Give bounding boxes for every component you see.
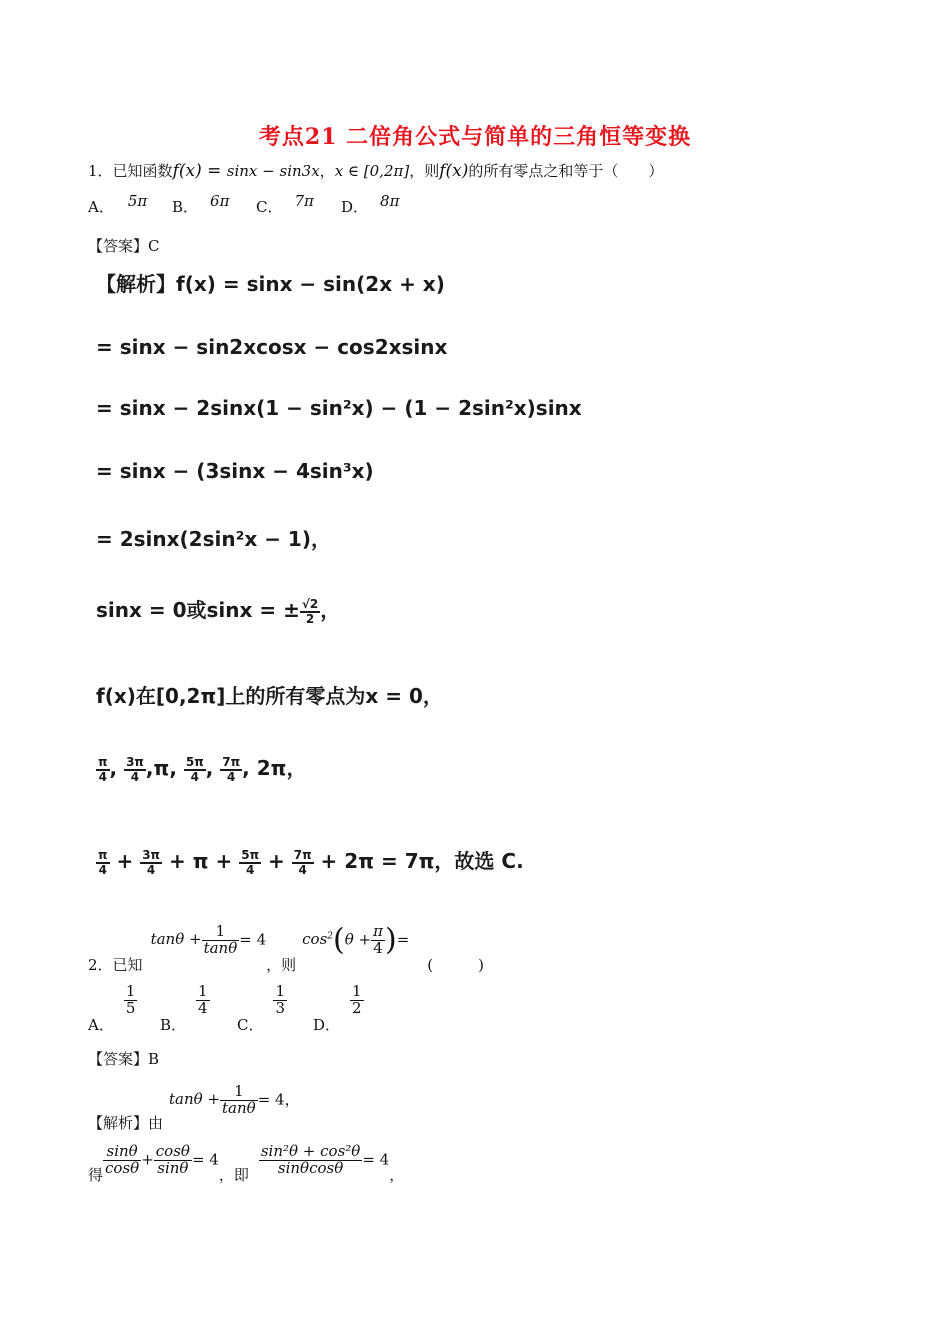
- option-value: 5π: [127, 192, 148, 210]
- solution-step-4: = sinx − (3sinx − 4sin³x): [96, 459, 374, 483]
- fraction-5pi-4: $\frac{5\pi}{4}$: [241, 847, 260, 877]
- fraction-1-over-tan: $\frac{1}{\tan\theta}$: [203, 922, 238, 957]
- step-text: f(x) = sinx − sin(2x + x): [176, 272, 445, 296]
- solution-step-5: = 2sinx(2sin²x − 1)，: [96, 527, 331, 551]
- plus-sign: +: [141, 1150, 154, 1169]
- fraction-3pi-4: $\frac{3\pi}{4}$: [142, 847, 161, 877]
- stem-text: 已知函数: [112, 162, 173, 180]
- answer-label: 【答案】: [88, 237, 149, 255]
- answer-label: 【答案】: [88, 1050, 149, 1068]
- tan-theta-expr: tanθ +: [150, 930, 202, 949]
- fraction-1-over-tan: $\frac{1}{\tan\theta}$: [222, 1082, 256, 1117]
- option-b: [172, 192, 230, 217]
- answer-blank: ( ): [427, 956, 484, 975]
- option-value: 7π: [294, 192, 314, 210]
- option-c: [256, 192, 314, 217]
- answer-line: [88, 1048, 159, 1069]
- fraction-sqrt2-over-2: $\frac{√2}{2}$: [301, 596, 319, 626]
- option-letter: A．: [88, 198, 114, 216]
- stem-text: 的所有零点之和等于（ ）: [468, 162, 664, 180]
- solution-step-3: = sinx − 2sinx(1 − sin²x) − (1 − 2sin²x)sinx: [96, 396, 582, 420]
- solution-step-9: $\frac{\pi}{4}$ + $\frac{3\pi}{4}$ + π + $\frac{5\pi}{4}$ + $\frac{7\pi}{4}$ + 2π = 7π，故选 C.: [98, 847, 524, 877]
- option-b: [160, 982, 210, 1035]
- solution-line-1: [88, 1082, 300, 1133]
- function-name: f(x): [439, 161, 469, 181]
- solution-step-1: [96, 268, 445, 297]
- option-a: [88, 982, 137, 1035]
- page-title: 考点21 二倍角公式与简单的三角恒等变换: [258, 124, 692, 150]
- question-2-stem: 2．已知tanθ + $\frac{1}{\tan\theta}$ = 4，则$\cos^2(\theta$ + $\frac{\pi}{4}$ )=( ): [88, 922, 484, 975]
- fraction-7pi-4: $\frac{7\pi}{4}$: [222, 754, 241, 784]
- fraction-7pi-4: $\frac{7\pi}{4}$: [293, 847, 312, 877]
- answer-value: B: [148, 1050, 160, 1068]
- option-value: $\frac{1}{4}$: [198, 982, 208, 1017]
- tan-theta-expr: tanθ +: [169, 1090, 221, 1109]
- equals-sign: =: [201, 161, 227, 181]
- option-letter: D．: [313, 1016, 341, 1035]
- option-letter: B．: [160, 1016, 187, 1035]
- answer-line: [88, 235, 160, 256]
- step-text: sinx = 0或sinx = ±: [96, 598, 300, 622]
- fraction-pi-4: $\frac{\pi}{4}$: [98, 754, 108, 784]
- comma: ，: [389, 1166, 405, 1185]
- fraction-combined: $\frac{\text{sin²θ + cos²θ}}{\sin\theta\cos\theta}$: [260, 1142, 361, 1177]
- option-letter: C．: [256, 198, 283, 216]
- equals-four: = 4: [239, 930, 267, 949]
- option-letter: B．: [172, 198, 199, 216]
- theta-plus: θ +: [344, 930, 372, 949]
- question-number: 2．: [88, 956, 113, 975]
- option-c: [237, 982, 287, 1035]
- cos-squared: $\cos^2$: [302, 930, 334, 949]
- stem-text: ，即: [218, 1166, 249, 1185]
- option-d: [341, 192, 400, 217]
- equals-sign: =: [396, 930, 410, 949]
- question-1-stem: [88, 160, 663, 181]
- function-name: f(x): [172, 161, 202, 181]
- solution-step-6: sinx = 0或sinx = ± $\frac{√2}{2}$ ，: [96, 596, 341, 626]
- option-d: [313, 982, 364, 1035]
- equals-four: = 4: [257, 1090, 285, 1109]
- question-number: 1．: [88, 162, 113, 180]
- solution-line-2: [88, 1142, 405, 1185]
- option-a: [88, 192, 148, 217]
- solution-label: 【解析】: [96, 272, 176, 296]
- option-value: 6π: [210, 192, 230, 210]
- option-letter: A．: [88, 1016, 114, 1035]
- stem-text: 已知: [112, 956, 143, 975]
- fraction-sin-over-cos: $\frac{\sin\theta}{\cos\theta}$: [105, 1142, 140, 1177]
- option-value: $\frac{1}{5}$: [125, 982, 136, 1017]
- equals-four: = 4: [191, 1150, 219, 1169]
- stem-text: ，则: [266, 956, 297, 975]
- solution-step-7: f(x)在[0,2π]上的所有零点为x = 0，: [96, 684, 443, 708]
- option-letter: D．: [341, 198, 369, 216]
- solution-step-8: $\frac{\pi}{4}$ , $\frac{3\pi}{4}$ ,π, $\frac{5\pi}{4}$ , $\frac{7\pi}{4}$ , 2π，: [98, 754, 307, 784]
- comma: ，: [319, 162, 335, 180]
- fraction-5pi-4: $\frac{5\pi}{4}$: [185, 754, 204, 784]
- solution-step-2: = sinx − sin2xcosx − cos2xsinx: [96, 335, 448, 359]
- domain-expression: x ∈ [0,2π]: [334, 162, 410, 180]
- fraction-pi-4: $\frac{\pi}{4}$: [98, 847, 108, 877]
- stem-text: 由: [148, 1114, 164, 1133]
- fraction-pi-over-4: $\frac{\pi}{4}$: [373, 922, 383, 957]
- option-value: 8π: [380, 192, 400, 210]
- option-value: $\frac{1}{2}$: [352, 982, 362, 1017]
- comma: ，: [284, 1090, 300, 1109]
- stem-text: 得: [88, 1166, 104, 1185]
- fraction-3pi-4: $\frac{3\pi}{4}$: [126, 754, 144, 784]
- option-value: $\frac{1}{3}$: [275, 982, 286, 1017]
- function-expression: sinx − sin3x: [226, 162, 320, 180]
- equals-four: = 4: [362, 1150, 390, 1169]
- solution-label: 【解析】: [88, 1114, 149, 1133]
- option-letter: C．: [237, 1016, 264, 1035]
- stem-text: ，则: [409, 162, 440, 180]
- fraction-cos-over-sin: $\frac{\cos\theta}{\sin\theta}$: [155, 1142, 190, 1177]
- answer-value: C: [148, 237, 160, 255]
